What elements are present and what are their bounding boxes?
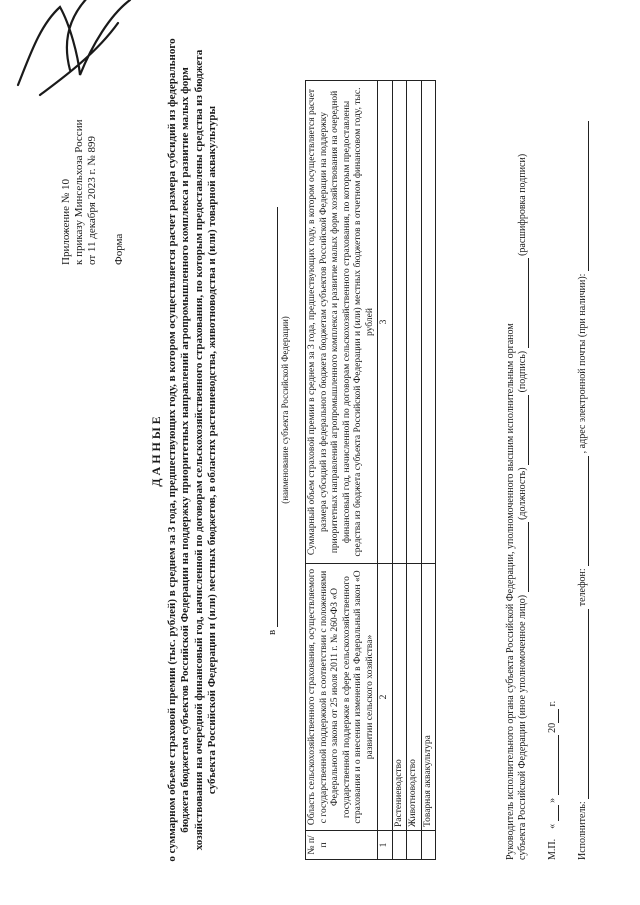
row-number bbox=[421, 831, 436, 860]
col-number-2: 2 bbox=[378, 564, 393, 831]
row-area: Растениеводство bbox=[392, 564, 407, 831]
handwritten-signature bbox=[0, 0, 640, 285]
row-area: Товарная аквакультура bbox=[421, 564, 436, 831]
mp-label: М.П. bbox=[547, 838, 558, 860]
appendix-number: Приложение № 10 bbox=[60, 178, 72, 265]
title-heading: ДАННЫЕ bbox=[149, 413, 163, 487]
month-blank bbox=[548, 735, 559, 795]
title-body: о суммарном объеме страховой премии (тыс. рублей) в среднем за 3 года, предшествующих году, в котором осуществляется расчет размера субсидий из федерального бюджета бюджетам субъектов Российской Федерации на поддержку приоритетных направлений агропромышленного комплекса и развитие малых форм хозяйствования на очередной финансовый год, начисленной по договорам сельскохозяйственного страхования, по которым предоставлены средства из бюджета субъекта Российской Федерации и (или) местных бюджетов, в областях растениеводства, животноводства и (или) товарной аквакультуры bbox=[165, 38, 218, 862]
header-premium: Суммарный объем страховой премии в среднем за 3 года, предшествующих году, в котором осуществляется расчет размера субсидий из федерального бюджета бюджетам субъектов Российской Федерации на поддержку приоритетных направлений агропромышленного комплекса и развитие малых форм хозяйствования на очередной финансовый год, начисленной по договорам сельскохозяйственного страхования, по которым предоставлены средства из бюджета субъекта Российской Федерации и (или) местных бюджетов в отчетном финансовом году, тыс. рублей bbox=[306, 81, 378, 564]
signature-blank bbox=[518, 395, 529, 465]
head-title-line2: субъекта Российской Федерации (иное уполномоченное лицо) bbox=[517, 594, 528, 860]
head-title-line1: Руководитель исполнительного органа субъекта Российской Федерации, уполномоченного высшим исполнительным органом bbox=[505, 323, 516, 860]
form-label: Форма bbox=[113, 233, 125, 265]
date-open-quote: « bbox=[547, 823, 558, 829]
year-blank bbox=[548, 709, 559, 723]
executor-label: Исполнитель: bbox=[577, 801, 588, 860]
appendix-order-date: от 11 декабря 2023 г. № 899 bbox=[86, 136, 98, 265]
email-label: , адрес электронной почты (при наличии): bbox=[577, 273, 588, 454]
col-number-3: 3 bbox=[378, 81, 393, 564]
row-number bbox=[392, 831, 407, 860]
subject-caption: (наименование субъекта Российской Федерации) bbox=[280, 316, 290, 504]
header-number: № п/п bbox=[306, 831, 378, 860]
year-prefix: 20 bbox=[547, 722, 558, 733]
header-area: Область сельскохозяйственного страхования, осуществляемого с государственной поддержкой в соответствии с положениями Федерального закона от 25 июля 2011 г. № 260-ФЗ «О государственной поддержке в сфере сельскохозяйственного страхования и о внесении изменений в Федеральный закон «О развитии сельского хозяйства» bbox=[306, 564, 378, 831]
row-area: Животноводство bbox=[407, 564, 422, 831]
day-blank bbox=[548, 805, 559, 821]
executor-blank bbox=[578, 609, 589, 799]
position-blank bbox=[518, 522, 529, 592]
phone-label: телефон: bbox=[577, 568, 588, 607]
col-number-1: 1 bbox=[378, 831, 393, 860]
phone-blank bbox=[578, 456, 589, 566]
subject-prefix: в bbox=[266, 629, 278, 635]
appendix-order-ref: к приказу Минсельхоза России bbox=[73, 119, 85, 265]
signature-label: (подпись) bbox=[517, 350, 528, 393]
decoding-label: (расшифровка подписи) bbox=[517, 153, 528, 256]
position-label: (должность) bbox=[517, 467, 528, 520]
date-close-quote: » bbox=[547, 797, 558, 803]
row-number bbox=[407, 831, 422, 860]
year-suffix: г. bbox=[547, 700, 558, 707]
